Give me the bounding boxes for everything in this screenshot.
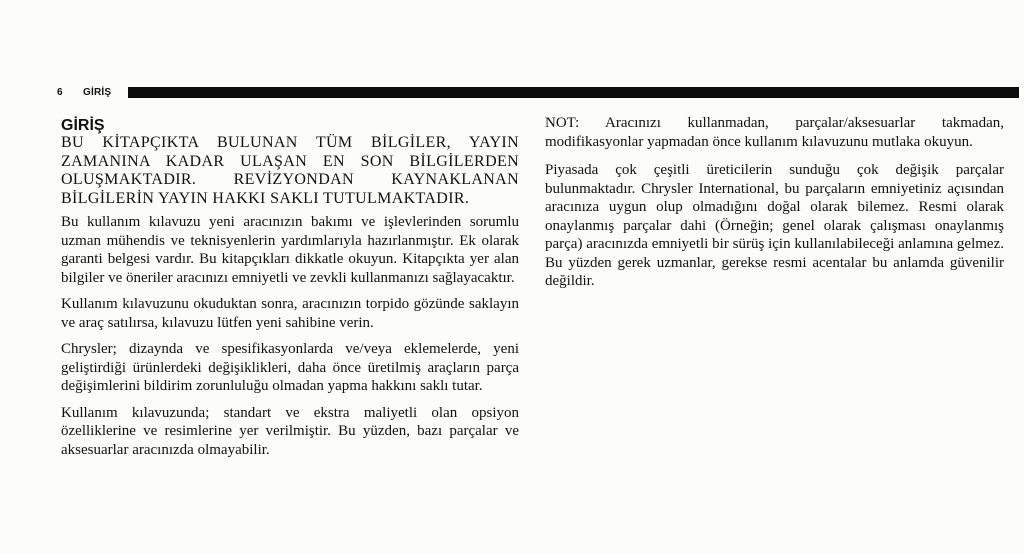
section-title: GİRİŞ [61,117,105,134]
page-header [57,86,1019,102]
paragraph-optional-features: Kullanım kılavuzunda; standart ve ekstra maliyetli olan opsiyon özelliklerine ve resimlerine yer verilmiştir. Bu yüzden, bazı parçalar ve aksesuarlar aracınızda olmayabilir. [61,404,519,458]
copyright-notice: BU KİTAPÇIKTA BULUNAN TÜM BİLGİLER, YAYIN ZAMANINA KADAR ULAŞAN EN SON BİLGİLERDEN OLUŞMAKTADIR. REVİZYONDAN KAYNAKLANAN BİLGİLERİN YAYIN HAKKI SAKLI TUTULMAKTADIR. [61,134,519,207]
paragraph-chrysler-rights: Chrysler; dizaynda ve spesifikasyonlarda ve/veya eklemelerde, yeni geliştirdiği ürünlerdeki değişiklikleri, daha önce üretilmiş araçların parça değişimlerini bildirim zorunluluğu olmadan yapma hakkını saklı tutar. [61,341,519,394]
paragraph-note: NOT: Aracınızı kullanmadan, parçalar/aksesuarlar takmadan, modifikasyonlar yapmadan önce kullanım kılavuzunu mutlaka okuyun. [545,115,1004,150]
page-number: 6 [57,87,63,98]
paragraph-keep-manual: Kullanım kılavuzunu okuduktan sonra, aracınızın torpido gözünde saklayın ve araç satılırsa, kılavuzu lütfen yeni sahibine verin. [61,296,519,331]
running-title: GİRİŞ [83,87,112,98]
header-rule [128,87,1019,98]
right-column [545,114,1004,301]
paragraph-aftermarket-parts: Piyasada çok çeşitli üreticilerin sunduğu çok değişik parçalar bulunmaktadır. Chrysler International, bu parçaların emniyetiniz açısından aracınıza uygun olup olmadığını doğal olarak bilemez. Resmi olarak onaylanmış parçalar dahi (Örneğin; genel olarak çalışması onaylanmış parça) aracınızda emniyetli bir sürüş için kullanılabileceği anlamına gelmez. Bu yüzden gerek uzmanlar, gerekse resmi acentalar bu anlamda güvenilir değildir. [545,162,1004,289]
left-column [61,116,519,467]
paragraph-manual-prepared: Bu kullanım kılavuzu yeni aracınızın bakımı ve işlevlerinden sorumlu uzman mühendis ve teknisyenlerin yardımlarıyla hazırlanmıştır. Ek olarak garanti belgesi vardır. Bu kitapçıkları dikkatle okuyun. Kitapçıkta yer alan bilgiler ve öneriler aracınızı emniyetli ve zevkli kullanmanızı sağlayacaktır. [61,214,519,286]
